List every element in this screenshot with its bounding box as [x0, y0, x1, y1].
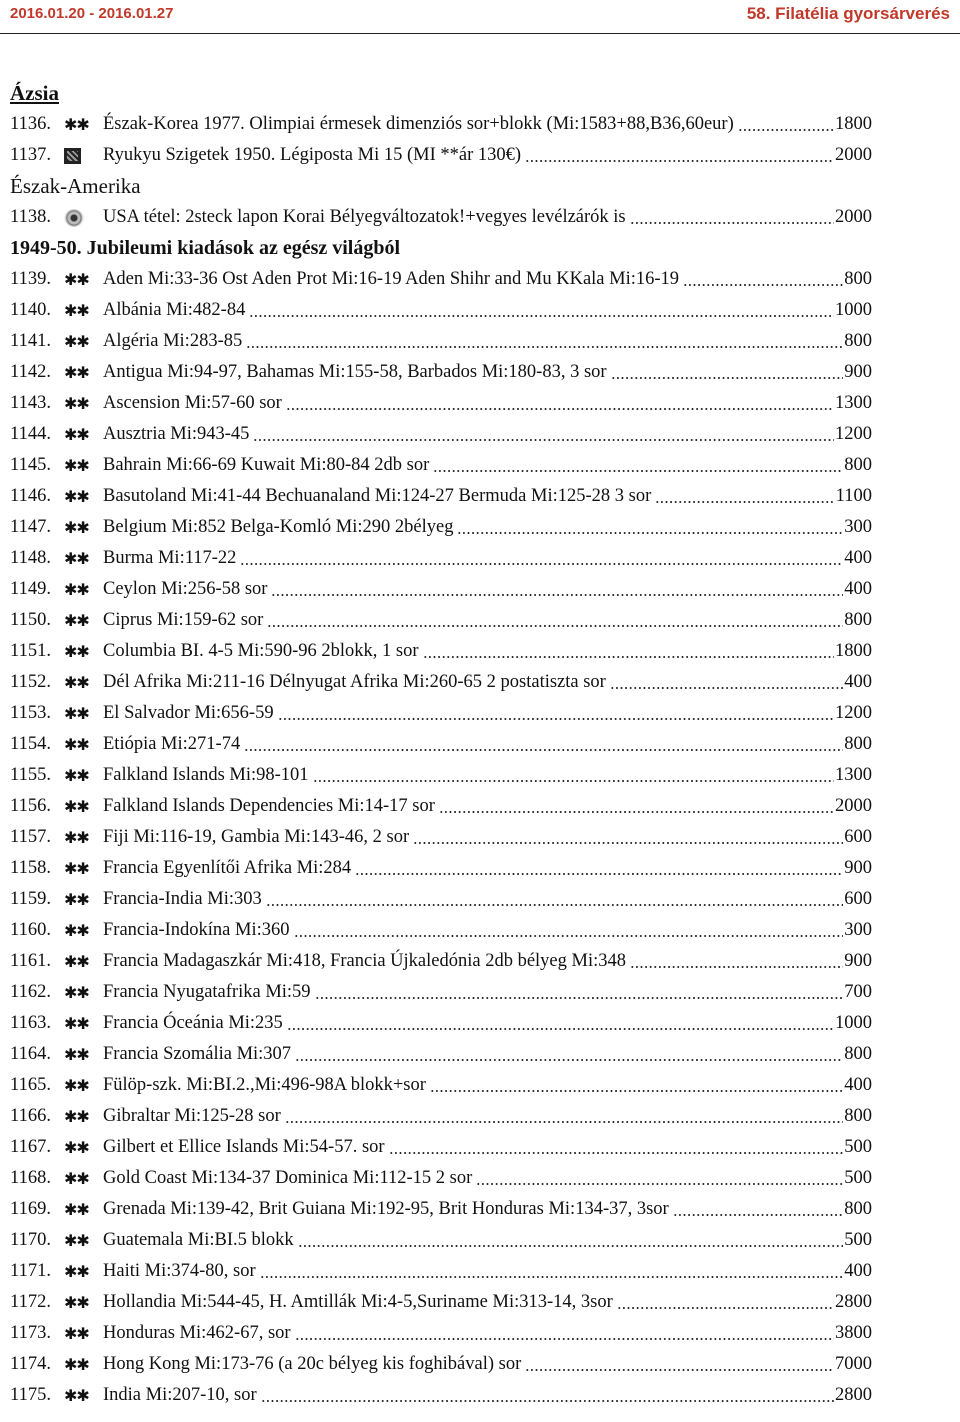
lot-row[interactable]: [10, 1132, 872, 1163]
lot-number: 1172.: [10, 1292, 51, 1312]
dot-leader: [240, 562, 843, 566]
lot-number: 1157.: [10, 827, 51, 847]
dot-leader: [476, 1182, 843, 1186]
mint-never-hinged-icon: ✱✱: [64, 827, 89, 847]
lot-row[interactable]: [10, 853, 872, 884]
lot-number: 1143.: [10, 393, 51, 413]
lot-price: 600: [844, 827, 872, 847]
dot-leader: [295, 1058, 843, 1062]
dot-leader: [246, 345, 843, 349]
lot-description: Haiti Mi:374-80, sor: [103, 1261, 256, 1281]
dot-leader: [655, 500, 834, 504]
lot-row[interactable]: [10, 419, 872, 450]
lot-description: Francia Egyenlítői Afrika Mi:284: [103, 858, 352, 878]
mint-never-hinged-icon: ✱✱: [64, 889, 89, 909]
lot-description: Basutoland Mi:41-44 Bechuanaland Mi:124-27 Bermuda Mi:125-28 3 sor: [103, 486, 652, 506]
lot-row[interactable]: [10, 295, 872, 326]
lot-price: 500: [844, 1137, 872, 1157]
lot-description: Dél Afrika Mi:211-16 Délnyugat Afrika Mi:260-65 2 postatiszta sor: [103, 672, 606, 692]
lot-number: 1147.: [10, 517, 51, 537]
mint-never-hinged-icon: ✱✱: [64, 703, 89, 723]
lot-description: Columbia BI. 4-5 Mi:590-96 2blokk, 1 sor: [103, 641, 419, 661]
lot-description: Gold Coast Mi:134-37 Dominica Mi:112-15 2 sor: [103, 1168, 473, 1188]
lot-description: Bahrain Mi:66-69 Kuwait Mi:80-84 2db sor: [103, 455, 430, 475]
dot-leader: [313, 779, 834, 783]
lot-number: 1141.: [10, 331, 51, 351]
dot-leader: [457, 531, 843, 535]
lot-price: 800: [844, 1106, 872, 1126]
lot-number: 1170.: [10, 1230, 51, 1250]
mint-never-hinged-icon: ✱✱: [64, 1106, 89, 1126]
dot-leader: [294, 934, 844, 938]
mint-never-hinged-icon: ✱✱: [64, 982, 89, 1002]
lot-number: 1152.: [10, 672, 51, 692]
section-heading: [10, 171, 872, 202]
lot-price: 800: [844, 1199, 872, 1219]
lot-price: 3800: [835, 1323, 872, 1343]
lot-description: Francia Óceánia Mi:235: [103, 1013, 283, 1033]
section-heading: [10, 233, 872, 264]
lot-description: Francia-India Mi:303: [103, 889, 262, 909]
lot-number: 1153.: [10, 703, 51, 723]
lot-row[interactable]: [10, 915, 872, 946]
lot-row[interactable]: [10, 140, 872, 171]
lot-number: 1155.: [10, 765, 51, 785]
lot-price: 400: [844, 1261, 872, 1281]
lot-number: 1164.: [10, 1044, 51, 1064]
mint-never-hinged-icon: ✱✱: [64, 610, 89, 630]
mint-never-hinged-icon: ✱✱: [64, 548, 89, 568]
lot-description: Francia Madagaszkár Mi:418, Francia Újkaledónia 2db bélyeg Mi:348: [103, 951, 626, 971]
lot-row[interactable]: [10, 1380, 872, 1411]
stamp-icon: [64, 147, 103, 165]
lot-number: 1175.: [10, 1385, 51, 1405]
lot-price: 1300: [835, 393, 872, 413]
lot-number: 1167.: [10, 1137, 51, 1157]
lot-row[interactable]: [10, 1070, 872, 1101]
lot-price: 300: [844, 920, 872, 940]
mint-never-hinged-icon: ✱✱: [64, 1137, 89, 1157]
mint-never-hinged-icon: ✱✱: [64, 951, 89, 971]
lot-description: Francia Szomália Mi:307: [103, 1044, 292, 1064]
lot-number: 1139.: [10, 269, 51, 289]
lot-price: 800: [844, 610, 872, 630]
lot-row[interactable]: [10, 1349, 872, 1380]
lot-number: 1137.: [10, 145, 51, 165]
mint-never-hinged-icon: ✱✱: [64, 455, 89, 475]
lot-row[interactable]: [10, 481, 872, 512]
mint-never-hinged-icon: ✱✱: [64, 858, 89, 878]
mint-never-hinged-icon: ✱✱: [64, 269, 89, 289]
lot-description: Francia Nyugatafrika Mi:59: [103, 982, 311, 1002]
dot-leader: [271, 593, 843, 597]
mint-never-hinged-icon: ✱✱: [64, 1230, 89, 1250]
dot-leader: [683, 283, 843, 287]
lot-price: 800: [844, 455, 872, 475]
lot-description: Gibraltar Mi:125-28 sor: [103, 1106, 281, 1126]
mint-never-hinged-icon: ✱✱: [64, 486, 89, 506]
lot-number: 1174.: [10, 1354, 51, 1374]
dot-leader: [355, 872, 843, 876]
lot-row[interactable]: [10, 977, 872, 1008]
mint-never-hinged-icon: ✱✱: [64, 362, 89, 382]
lot-number: 1169.: [10, 1199, 51, 1219]
lot-number: 1150.: [10, 610, 51, 630]
lot-description: Ciprus Mi:159-62 sor: [103, 610, 264, 630]
dot-leader: [249, 314, 834, 318]
lot-description: Etiópia Mi:271-74: [103, 734, 241, 754]
lot-description: Aden Mi:33-36 Ost Aden Prot Mi:16-19 Aden Shihr and Mu KKala Mi:16-19: [103, 269, 680, 289]
lot-row[interactable]: [10, 450, 872, 481]
mint-never-hinged-icon: ✱✱: [64, 1292, 89, 1312]
lot-row[interactable]: [10, 822, 872, 853]
lot-row[interactable]: [10, 326, 872, 357]
mint-never-hinged-icon: ✱✱: [64, 579, 89, 599]
lot-price: 2000: [835, 207, 872, 227]
lot-description: Belgium Mi:852 Belga-Komló Mi:290 2bélyeg: [103, 517, 454, 537]
lot-price: 500: [844, 1230, 872, 1250]
lot-price: 900: [844, 951, 872, 971]
lot-price: 2000: [835, 796, 872, 816]
lot-number: 1156.: [10, 796, 51, 816]
lot-description: Algéria Mi:283-85: [103, 331, 243, 351]
lot-row[interactable]: [10, 1039, 872, 1070]
lot-description: Fiji Mi:116-19, Gambia Mi:143-46, 2 sor: [103, 827, 410, 847]
lot-number: 1138.: [10, 207, 51, 227]
mint-never-hinged-icon: ✱✱: [64, 517, 89, 537]
lot-number: 1166.: [10, 1106, 51, 1126]
lot-row[interactable]: [10, 791, 872, 822]
lot-description: Guatemala Mi:BI.5 blokk: [103, 1230, 294, 1250]
dot-leader: [673, 1213, 844, 1217]
page-header: [0, 0, 960, 32]
lot-price: 900: [844, 858, 872, 878]
lot-price: 400: [844, 579, 872, 599]
lot-number: 1142.: [10, 362, 51, 382]
mint-never-hinged-icon: ✱✱: [64, 1323, 89, 1343]
lot-price: 600: [844, 889, 872, 909]
dot-leader: [298, 1244, 844, 1248]
dot-leader: [433, 469, 843, 473]
lot-price: 800: [844, 734, 872, 754]
mint-never-hinged-icon: ✱✱: [64, 1199, 89, 1219]
dot-leader: [244, 748, 843, 752]
lot-row[interactable]: [10, 729, 872, 760]
lot-number: 1171.: [10, 1261, 51, 1281]
section-heading: [10, 78, 872, 109]
lot-price: 1100: [835, 486, 872, 506]
lot-number: 1146.: [10, 486, 51, 506]
lot-row[interactable]: [10, 512, 872, 543]
lot-list: [10, 78, 872, 1411]
lot-description: India Mi:207-10, sor: [103, 1385, 257, 1405]
mint-never-hinged-icon: ✱✱: [64, 1075, 89, 1095]
lot-number: 1161.: [10, 951, 51, 971]
lot-description: USA tétel: 2steck lapon Korai Bélyegváltozatok!+vegyes levélzárók is: [103, 207, 626, 227]
mint-never-hinged-icon: ✱✱: [64, 796, 89, 816]
section-heading-text: Észak-Amerika: [10, 174, 141, 198]
mint-never-hinged-icon: ✱✱: [64, 734, 89, 754]
lot-row[interactable]: [10, 1008, 872, 1039]
lot-row[interactable]: [10, 1101, 872, 1132]
dot-leader: [285, 1120, 843, 1124]
lot-row[interactable]: [10, 1225, 872, 1256]
lot-description: Hong Kong Mi:173-76 (a 20c bélyeg kis foghibával) sor: [103, 1354, 522, 1374]
lot-row[interactable]: [10, 202, 872, 233]
mint-never-hinged-icon: ✱✱: [64, 1013, 89, 1033]
lot-price: 500: [844, 1168, 872, 1188]
lot-row[interactable]: [10, 605, 872, 636]
dot-leader: [611, 376, 844, 380]
lot-number: 1144.: [10, 424, 51, 444]
lot-number: 1148.: [10, 548, 51, 568]
dot-leader: [423, 655, 834, 659]
mint-never-hinged-icon: ✱✱: [64, 1168, 89, 1188]
dot-leader: [525, 1368, 834, 1372]
lot-price: 1000: [835, 1013, 872, 1033]
lot-row[interactable]: [10, 109, 872, 140]
lot-row[interactable]: [10, 1163, 872, 1194]
lot-row[interactable]: [10, 264, 872, 295]
lot-description: Ryukyu Szigetek 1950. Légiposta Mi 15 (MI **ár 130€): [103, 145, 522, 165]
dot-leader: [260, 1275, 844, 1279]
lot-number: 1145.: [10, 455, 51, 475]
lot-description: Ceylon Mi:256-58 sor: [103, 579, 268, 599]
mint-never-hinged-icon: ✱✱: [64, 114, 89, 134]
lot-description: Falkland Islands Mi:98-101: [103, 765, 309, 785]
auction-dates: 2016.01.20 - 2016.01.27: [10, 5, 174, 22]
lot-row[interactable]: [10, 1194, 872, 1225]
dot-leader: [525, 159, 834, 163]
dot-leader: [266, 903, 844, 907]
dot-leader: [295, 1337, 834, 1341]
lot-row[interactable]: [10, 1256, 872, 1287]
lot-price: 1300: [835, 765, 872, 785]
lot-number: 1168.: [10, 1168, 51, 1188]
lot-description: Antigua Mi:94-97, Bahamas Mi:155-58, Barbados Mi:180-83, 3 sor: [103, 362, 607, 382]
lot-row[interactable]: [10, 946, 872, 977]
lot-number: 1154.: [10, 734, 51, 754]
lot-number: 1149.: [10, 579, 51, 599]
lot-description: Gilbert et Ellice Islands Mi:54-57. sor: [103, 1137, 385, 1157]
lot-price: 400: [844, 1075, 872, 1095]
lot-number: 1158.: [10, 858, 51, 878]
dot-leader: [413, 841, 843, 845]
dot-leader: [630, 965, 843, 969]
lot-number: 1165.: [10, 1075, 51, 1095]
lot-number: 1136.: [10, 114, 51, 134]
mint-never-hinged-icon: ✱✱: [64, 1385, 89, 1405]
lot-row[interactable]: [10, 543, 872, 574]
lot-price: 1800: [835, 114, 872, 134]
mint-never-hinged-icon: ✱✱: [64, 1354, 89, 1374]
mint-never-hinged-icon: ✱✱: [64, 1044, 89, 1064]
lot-price: 800: [844, 1044, 872, 1064]
header-divider: [0, 33, 960, 34]
mint-never-hinged-icon: ✱✱: [64, 1261, 89, 1281]
lot-description: Hollandia Mi:544-45, H. Amtillák Mi:4-5,Suriname Mi:313-14, 3sor: [103, 1292, 613, 1312]
mint-never-hinged-icon: ✱✱: [64, 765, 89, 785]
lot-row[interactable]: [10, 1318, 872, 1349]
lot-number: 1173.: [10, 1323, 51, 1343]
auction-title: 58. Filatélia gyorsárverés: [746, 4, 950, 23]
lot-number: 1162.: [10, 982, 51, 1002]
lot-price: 700: [844, 982, 872, 1002]
dot-leader: [439, 810, 834, 814]
lot-row[interactable]: [10, 667, 872, 698]
dot-leader: [610, 686, 843, 690]
lot-price: 2800: [835, 1292, 872, 1312]
dot-leader: [287, 1027, 834, 1031]
lot-price: 2800: [835, 1385, 872, 1405]
lot-row[interactable]: [10, 357, 872, 388]
dot-leader: [278, 717, 834, 721]
lot-price: 2000: [835, 145, 872, 165]
dot-leader: [738, 128, 834, 132]
mint-never-hinged-icon: ✱✱: [64, 641, 89, 661]
lot-price: 400: [844, 672, 872, 692]
dot-leader: [315, 996, 844, 1000]
section-heading-text: Ázsia: [10, 81, 59, 105]
lot-description: Falkland Islands Dependencies Mi:14-17 sor: [103, 796, 435, 816]
lot-row[interactable]: [10, 884, 872, 915]
lot-description: Fülöp-szk. Mi:BI.2.,Mi:496-98A blokk+sor: [103, 1075, 426, 1095]
lot-price: 900: [844, 362, 872, 382]
lot-price: 7000: [835, 1354, 872, 1374]
lot-number: 1160.: [10, 920, 51, 940]
lot-row[interactable]: [10, 636, 872, 667]
lot-row[interactable]: [10, 1287, 872, 1318]
lot-price: 800: [844, 269, 872, 289]
cancelled-stamp-icon: [64, 209, 103, 227]
lot-number: 1163.: [10, 1013, 51, 1033]
dot-leader: [389, 1151, 844, 1155]
mint-never-hinged-icon: ✱✱: [64, 300, 89, 320]
dot-leader: [253, 438, 834, 442]
lot-price: 1200: [835, 703, 872, 723]
lot-number: 1140.: [10, 300, 51, 320]
section-heading-text: 1949-50. Jubileumi kiadások az egész világból: [10, 237, 401, 259]
mint-never-hinged-icon: ✱✱: [64, 920, 89, 940]
lot-row[interactable]: [10, 388, 872, 419]
lot-price: 1200: [835, 424, 872, 444]
mint-never-hinged-icon: ✱✱: [64, 672, 89, 692]
dot-leader: [261, 1399, 834, 1403]
lot-description: Ascension Mi:57-60 sor: [103, 393, 282, 413]
lot-row[interactable]: [10, 574, 872, 605]
lot-number: 1159.: [10, 889, 51, 909]
dot-leader: [430, 1089, 843, 1093]
lot-price: 1800: [835, 641, 872, 661]
lot-description: El Salvador Mi:656-59: [103, 703, 274, 723]
lot-price: 400: [844, 548, 872, 568]
lot-row[interactable]: [10, 698, 872, 729]
mint-never-hinged-icon: ✱✱: [64, 393, 89, 413]
dot-leader: [267, 624, 843, 628]
lot-row[interactable]: [10, 760, 872, 791]
lot-number: 1151.: [10, 641, 51, 661]
mint-never-hinged-icon: ✱✱: [64, 424, 89, 444]
lot-price: 800: [844, 331, 872, 351]
lot-description: Grenada Mi:139-42, Brit Guiana Mi:192-95, Brit Honduras Mi:134-37, 3sor: [103, 1199, 669, 1219]
lot-description: Francia-Indokína Mi:360: [103, 920, 290, 940]
lot-price: 300: [844, 517, 872, 537]
dot-leader: [630, 221, 834, 225]
dot-leader: [286, 407, 834, 411]
mint-never-hinged-icon: ✱✱: [64, 331, 89, 351]
lot-price: 1000: [835, 300, 872, 320]
lot-description: Észak-Korea 1977. Olimpiai érmesek dimenziós sor+blokk (Mi:1583+88,B36,60eur): [103, 114, 734, 134]
lot-description: Burma Mi:117-22: [103, 548, 237, 568]
lot-description: Albánia Mi:482-84: [103, 300, 246, 320]
dot-leader: [617, 1306, 834, 1310]
lot-description: Honduras Mi:462-67, sor: [103, 1323, 291, 1343]
lot-description: Ausztria Mi:943-45: [103, 424, 250, 444]
